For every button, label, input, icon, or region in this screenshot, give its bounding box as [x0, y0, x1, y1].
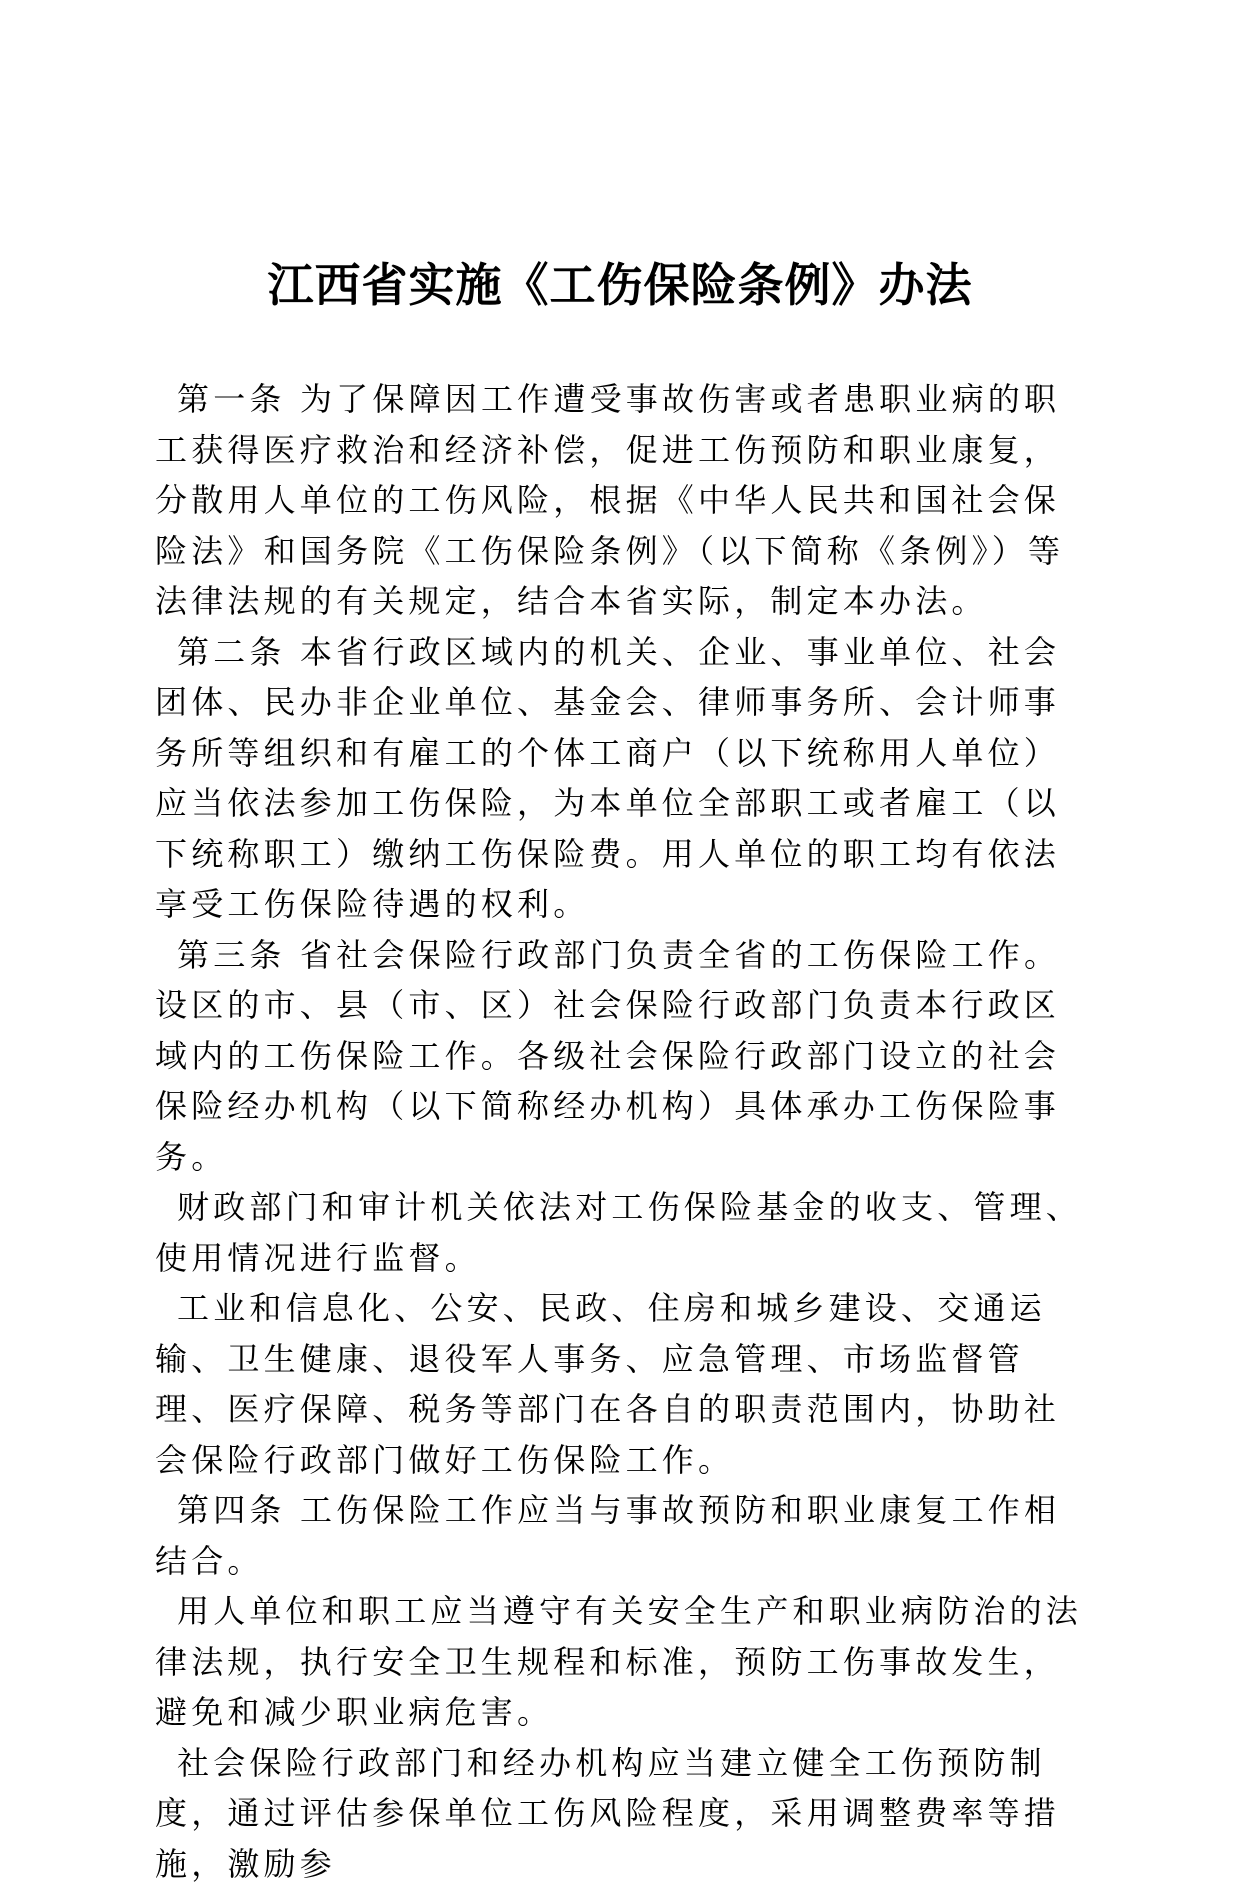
paragraph-article-4: 第四条 工伤保险工作应当与事故预防和职业康复工作相结合。	[155, 1485, 1090, 1586]
paragraph-article-4-employers: 用人单位和职工应当遵守有关安全生产和职业病防治的法律法规，执行安全卫生规程和标准，预防工伤事故发生，避免和减少职业病危害。	[155, 1586, 1090, 1738]
paragraph-article-1: 第一条 为了保障因工作遭受事故伤害或者患职业病的职工获得医疗救治和经济补偿，促进工伤预防和职业康复，分散用人单位的工伤风险，根据《中华人民共和国社会保险法》和国务院《工伤保险条例》（以下简称《条例》）等法律法规的有关规定，结合本省实际，制定本办法。	[155, 374, 1090, 627]
document-title: 江西省实施《工伤保险条例》办法	[0, 252, 1240, 318]
paragraph-article-3: 第三条 省社会保险行政部门负责全省的工伤保险工作。设区的市、县（市、区）社会保险行政部门负责本行政区域内的工伤保险工作。各级社会保险行政部门设立的社会保险经办机构（以下简称经办机构）具体承办工伤保险事务。	[155, 930, 1090, 1183]
paragraph-article-4-prevention: 社会保险行政部门和经办机构应当建立健全工伤预防制度，通过评估参保单位工伤风险程度，采用调整费率等措施，激励参	[155, 1738, 1090, 1889]
document-body	[155, 374, 1090, 1889]
paragraph-article-2: 第二条 本省行政区域内的机关、企业、事业单位、社会团体、民办非企业单位、基金会、律师事务所、会计师事务所等组织和有雇工的个体工商户（以下统称用人单位）应当依法参加工伤保险，为本单位全部职工或者雇工（以下统称职工）缴纳工伤保险费。用人单位的职工均有依法享受工伤保险待遇的权利。	[155, 627, 1090, 930]
paragraph-article-3-departments: 工业和信息化、公安、民政、住房和城乡建设、交通运输、卫生健康、退役军人事务、应急管理、市场监督管理、医疗保障、税务等部门在各自的职责范围内，协助社会保险行政部门做好工伤保险工作。	[155, 1283, 1090, 1485]
paragraph-article-3-finance: 财政部门和审计机关依法对工伤保险基金的收支、管理、使用情况进行监督。	[155, 1182, 1090, 1283]
